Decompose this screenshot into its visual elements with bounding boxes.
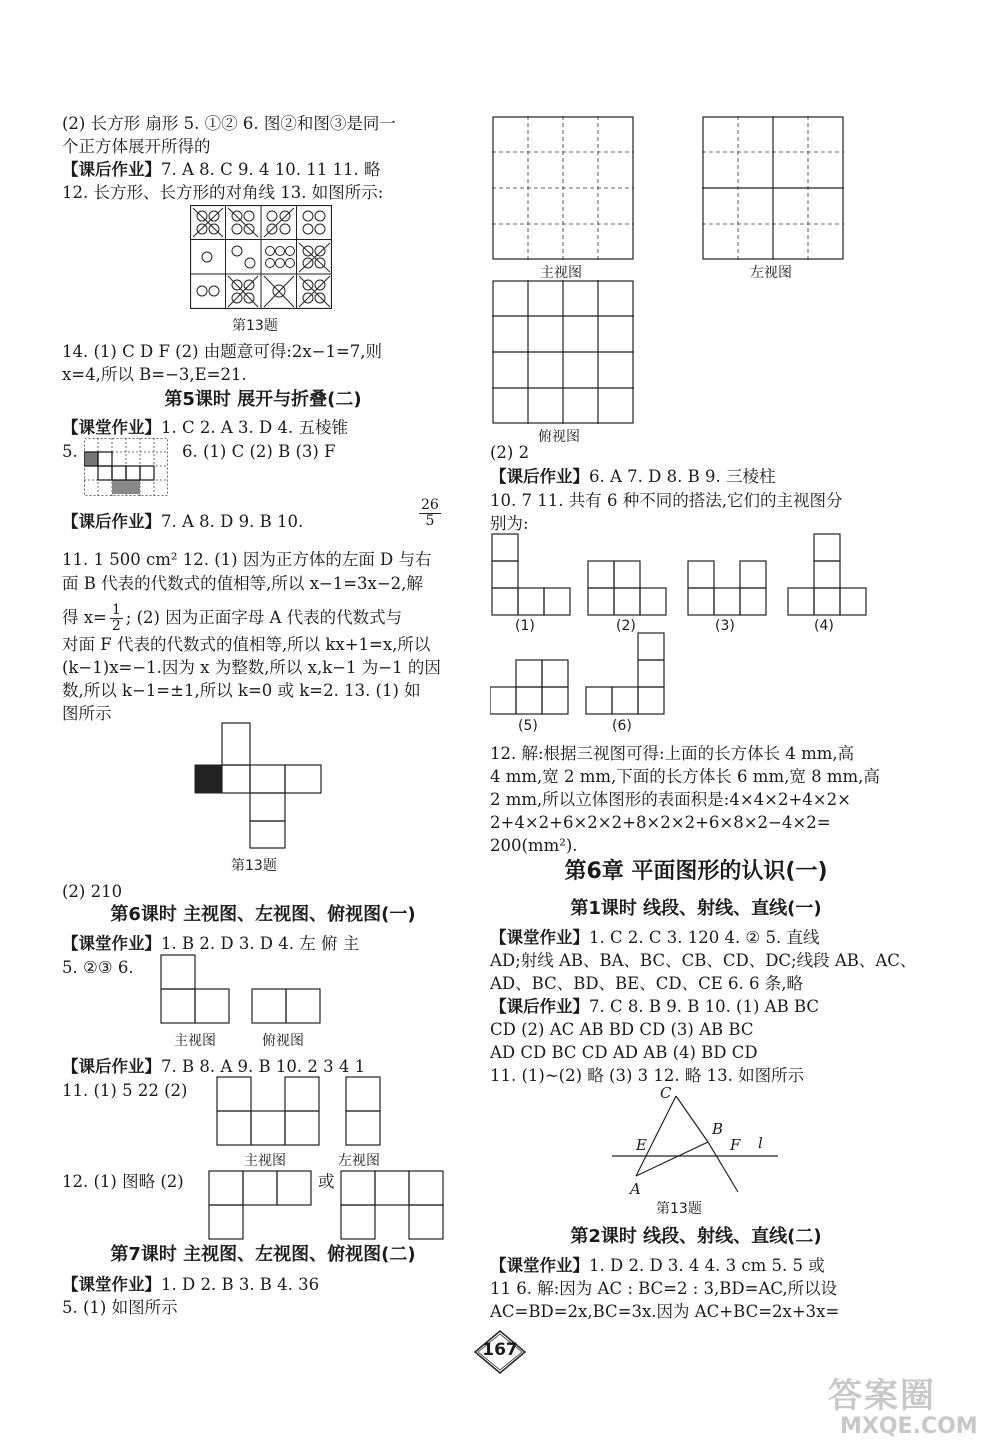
arrangement-label: (5) (518, 718, 538, 734)
fraction-26-5 (419, 498, 441, 529)
text-line: CD (2) AC AB BD CD (3) AB BC (490, 1020, 754, 1039)
section-tag: 【课堂作业】 (62, 1275, 161, 1294)
or-text: 或 (318, 1172, 335, 1191)
text-line: 12. 长方形、长方形的对角线 13. 如图所示: (62, 183, 384, 202)
text-line (490, 995, 819, 1018)
answers: 1. D 2. B 3. B 4. 36 (161, 1275, 320, 1294)
text-line: 11 6. 解:因为 AC : BC=2 : 3,BD=AC,所以设 (490, 1279, 838, 1298)
answers: 7. A 8. D 9. B 10. (161, 512, 304, 531)
figure-caption: 主视图 (174, 1033, 216, 1049)
text-line (62, 932, 359, 955)
arrangement-label: (4) (814, 618, 834, 634)
figure-left-view-grid (702, 116, 844, 260)
text-line: 别为: (490, 514, 529, 533)
point-label-e: E (636, 1136, 647, 1154)
text-line: 6. (1) C (2) B (3) F (182, 442, 336, 461)
numerator: 1 (111, 602, 121, 618)
text-line (490, 465, 775, 488)
lesson-heading: 第6课时 主视图、左视图、俯视图(一) (110, 904, 416, 925)
item-number: 5. (62, 442, 78, 461)
section-tag: 【课堂作业】 (62, 418, 161, 437)
section-tag: 【课堂作业】 (62, 934, 161, 953)
section-tag: 【课后作业】 (62, 512, 161, 531)
text-line (490, 1254, 825, 1277)
text-line: AC=BD=2x,BC=3x.因为 AC+BC=2x+3x= (490, 1302, 840, 1321)
text-line: (2) 长方形 扇形 5. ①② 6. 图②和图③是同一 (62, 114, 396, 133)
text-line: 11. (1)~(2) 略 (3) 3 12. 略 13. 如图所示 (490, 1066, 805, 1085)
figure-11-views (216, 1076, 391, 1148)
section-tag: 【课堂作业】 (490, 1256, 589, 1275)
figure-5-net-grid (84, 438, 168, 496)
answers: 7. A 8. C 9. 4 10. 11 11. 略 (161, 160, 381, 179)
text-line (62, 416, 348, 439)
text-line: 12. 解:根据三视图可得:上面的长方体长 4 mm,高 (490, 744, 855, 763)
text-line: 11. 1 500 cm² 12. (1) 因为正方体的左面 D 与右 (62, 550, 432, 569)
lesson-heading: 第7课时 主视图、左视图、俯视图(二) (110, 1244, 416, 1265)
watermark-url: MXQE.COM (840, 1414, 978, 1439)
text-line: 2+4×2+6×2×2+8×2×2+6×8×2−4×2= (490, 813, 831, 832)
text-line (62, 1055, 365, 1078)
point-label-b: B (712, 1120, 724, 1138)
denominator: 5 (425, 513, 435, 529)
figure-12-option-a (208, 1170, 312, 1240)
point-label-c: C (660, 1084, 672, 1102)
text-line (62, 510, 303, 533)
answers: 1. C 2. A 3. D 4. 五棱锥 (161, 418, 348, 437)
figure-caption: 俯视图 (262, 1033, 304, 1049)
text-line: x=4,所以 B=−3,E=21. (62, 365, 247, 384)
figure-top-view-grid (492, 280, 634, 424)
text-line: 10. 7 11. 共有 6 种不同的搭法,它们的主视图分 (490, 491, 843, 510)
figure-caption: 第13题 (231, 858, 277, 874)
point-label-f: F (730, 1136, 741, 1154)
figure-6-views (160, 954, 330, 1026)
section-tag: 【课后作业】 (490, 467, 589, 486)
figure-caption: 主视图 (244, 1153, 286, 1169)
text-line: 14. (1) C D F (2) 由题意可得:2x−1=7,则 (62, 342, 383, 361)
figure-caption: 左视图 (750, 265, 792, 281)
point-label-a: A (630, 1180, 641, 1198)
figure-caption: 左视图 (338, 1153, 380, 1169)
text-line: 11. (1) 5 22 (2) (62, 1081, 188, 1100)
text-line: (k−1)x=−1.因为 x 为整数,所以 x,k−1 为−1 的因 (62, 658, 441, 677)
arrangement-label: (6) (612, 718, 632, 734)
figure-caption: 俯视图 (538, 429, 580, 445)
figure-caption: 主视图 (540, 265, 582, 281)
line-label-l: l (758, 1134, 763, 1152)
lesson-heading: 第1课时 线段、射线、直线(一) (570, 898, 822, 919)
arrangement-label: (1) (515, 618, 535, 634)
text-line: 200(mm²). (490, 836, 578, 855)
figure-caption: 第13题 (656, 1201, 702, 1217)
text-line (62, 158, 380, 181)
figure-main-view-grid (492, 116, 634, 260)
arrangement-label: (2) (616, 618, 636, 634)
text-line: AD;射线 AB、BA、BC、CB、CD、DC;线段 AB、AC、 (490, 951, 917, 970)
text-line: 图所示 (62, 704, 112, 723)
text-line: 5. (1) 如图所示 (62, 1298, 178, 1317)
text-line: 5. ②③ 6. (62, 958, 134, 977)
page-number: 167 (482, 1340, 518, 1360)
text-line: 2 mm,所以立体图形的表面积是:4×4×2+4×2× (490, 790, 851, 809)
answers: 6. A 7. D 8. B 9. 三棱柱 (589, 467, 776, 486)
section-tag: 【课后作业】 (62, 1057, 161, 1076)
answers: 1. B 2. D 3. D 4. 左 俯 主 (161, 934, 360, 953)
lesson-heading: 第2课时 线段、射线、直线(二) (570, 1226, 822, 1247)
fraction-1-2 (110, 603, 123, 634)
text-line: AD CD BC CD AD AB (4) BD CD (490, 1043, 758, 1062)
lesson-heading: 第5课时 展开与折叠(二) (164, 389, 362, 410)
denominator: 2 (111, 618, 121, 634)
text-line (62, 1273, 319, 1296)
answers: 7. C 8. B 9. B 10. (1) AB BC (589, 997, 820, 1016)
text-line: (2) 2 (490, 443, 530, 462)
text-line: 4 mm,宽 2 mm,下面的长方体长 6 mm,宽 8 mm,高 (490, 767, 880, 786)
text-line: (2) 210 (62, 882, 123, 901)
answers: 7. B 8. A 9. B 10. 2 3 4 1 (161, 1057, 366, 1076)
numerator: 26 (421, 497, 439, 513)
figure-12-option-b (340, 1170, 444, 1240)
answers: 1. D 2. D 3. 4 4. 3 cm 5. 5 或 (589, 1256, 825, 1275)
figure-13-cube-net (194, 722, 324, 850)
text-line: AD、BC、BD、BE、CD、CE 6. 6 条,略 (490, 974, 803, 993)
watermark-logo: 答案圈 (828, 1376, 936, 1416)
text: ; (2) 因为正面字母 A 代表的代数式与 (125, 608, 403, 627)
section-tag: 【课堂作业】 (490, 928, 589, 947)
chapter-heading: 第6章 平面图形的认识(一) (564, 859, 828, 884)
text-line (62, 440, 78, 463)
text-line: 个正方体展开所得的 (62, 137, 211, 156)
text: 得 x= (62, 608, 107, 627)
arrangement-label: (3) (715, 618, 735, 634)
text-line: 数,所以 k−1=±1,所以 k=0 或 k=2. 13. (1) 如 (62, 681, 421, 700)
answers: 1. C 2. C 3. 120 4. ② 5. 直线 (589, 928, 820, 947)
text-line (490, 926, 819, 949)
section-tag: 【课后作业】 (62, 160, 161, 179)
figure-caption: 第13题 (232, 318, 278, 334)
section-tag: 【课后作业】 (490, 997, 589, 1016)
text-line: 对面 F 代表的代数式的值相等,所以 kx+1=x,所以 (62, 635, 431, 654)
figure-13-circle-grid (190, 205, 332, 309)
text-line: 12. (1) 图略 (2) (62, 1172, 184, 1191)
text-line: 面 B 代表的代数式的值相等,所以 x−1=3x−2,解 (62, 574, 423, 593)
figure-11-arrangements (490, 530, 870, 742)
text-line (62, 603, 402, 634)
